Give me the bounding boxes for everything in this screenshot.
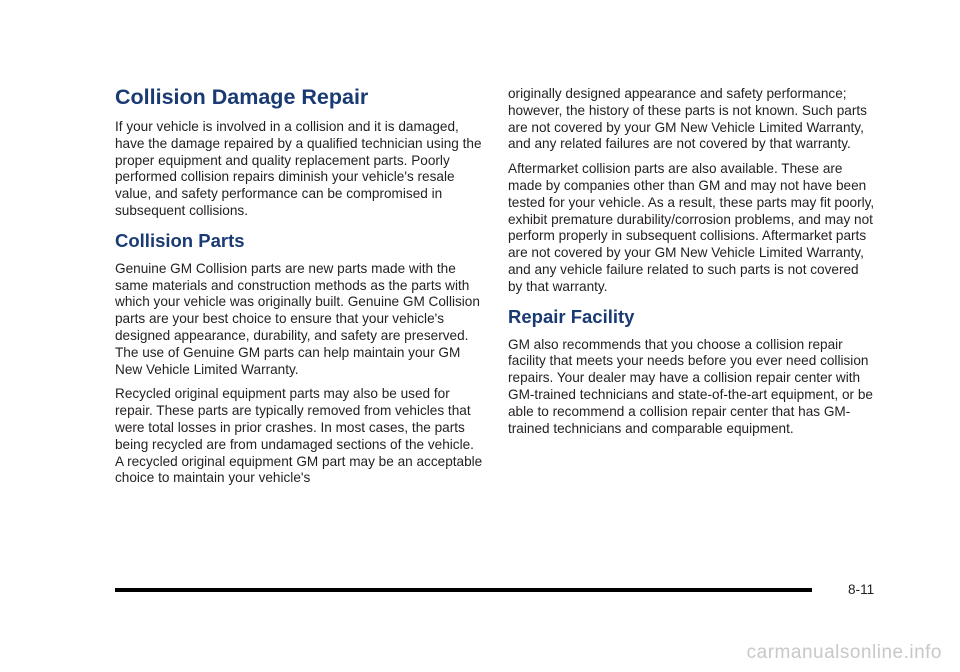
paragraph: Genuine GM Collision parts are new parts made with the same materials and construction methods as the parts with which your vehicle was originally built. Genuine GM Collision parts are your best choice to ensure that your vehicle's designed appearance, durability, and safety are preserved. The use of Genuine GM parts can help maintain your GM New Vehicle Limited Warranty.	[115, 260, 480, 377]
paragraph: Recycled original equipment parts may also be used for repair. These parts are typically removed from vehicles that were total losses in prior crashes. In most cases, the parts being recycled are from undamaged sections of the vehicle. A recycled original equipment GM part may be an acceptable choice to maintain your vehicle's	[115, 386, 483, 486]
footer-rule	[115, 588, 812, 592]
paragraph: originally designed appearance and safety performance; however, the history of these parts is not known. Such parts are not covered by your GM New Vehicle Limited Warranty, and any related failures are not covered by that warranty.	[508, 86, 867, 152]
page-number: 8-11	[848, 582, 875, 597]
paragraph: GM also recommends that you choose a collision repair facility that meets your needs before you ever need collision repairs. Your dealer may have a collision repair center with GM-trained technicians and state-of-the-art equipment, or be able to recommend a collision repair center that has GM-trained technicians and comparable equipment.	[508, 336, 873, 436]
section-title-repair-facility: Repair Facility	[508, 305, 635, 327]
paragraph: Aftermarket collision parts are also available. These are made by companies other than GM and may not have been tested for your vehicle. As a result, these parts may fit poorly, exhibit premature durability/corrosion problems, and may not perform properly in subsequent collisions. Aftermarket parts are not covered by your GM New Vehicle Limited Warranty, and any vehicle failure related to such parts is not covered by that warranty.	[508, 161, 875, 294]
section-title-collision-parts: Collision Parts	[115, 229, 245, 251]
watermark: carmanualsonline.info	[746, 642, 942, 663]
left-column	[115, 84, 483, 495]
right-column	[508, 84, 876, 445]
paragraph: If your vehicle is involved in a collision and it is damaged, have the damage repaired by a qualified technician using the proper equipment and quality replacement parts. Poorly performed collision repairs diminish your vehicle's resale value, and safety performance can be compromised in subsequent collisions.	[115, 119, 482, 218]
section-title-collision-damage-repair: Collision Damage Repair	[115, 85, 369, 109]
